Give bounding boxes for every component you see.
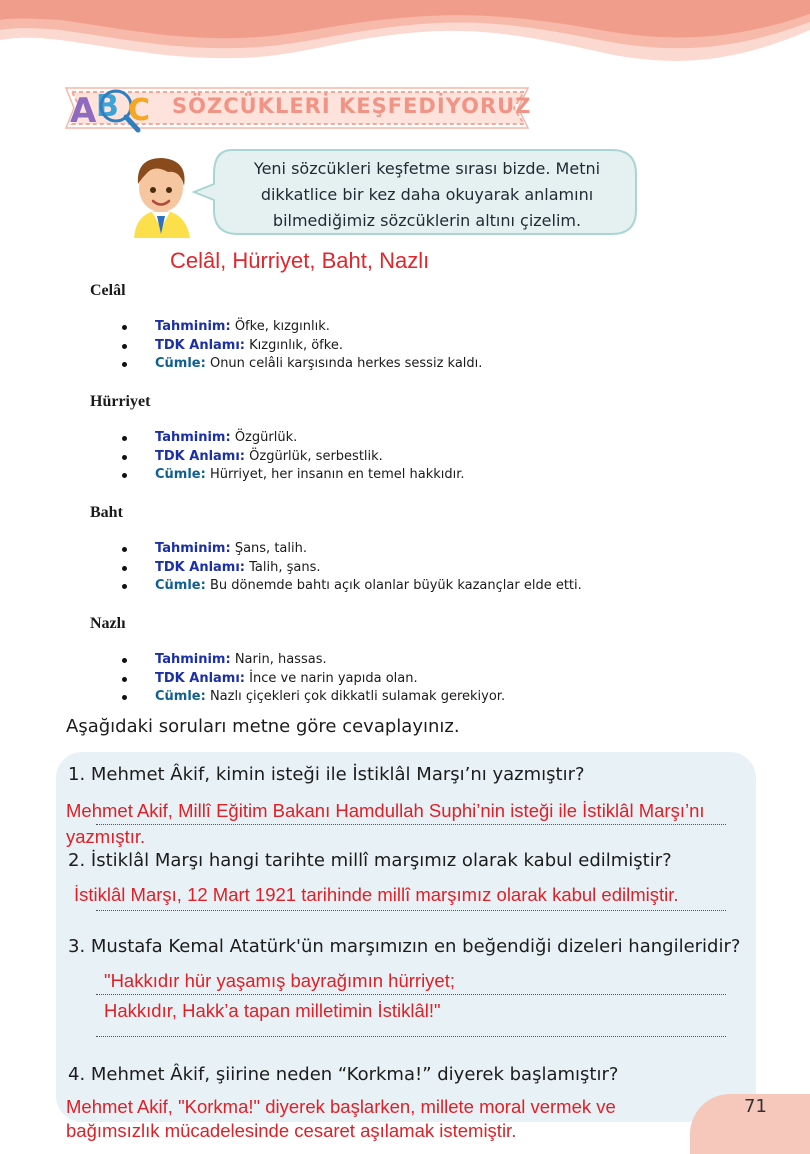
guess-item: [120, 651, 505, 670]
sentence-value: Onun celâli karşısında herkes sessiz kaldı.: [205, 356, 483, 371]
guess-item: [120, 540, 582, 559]
guess-value: Narin, hassas.: [230, 652, 327, 667]
word-entry-celal: [120, 318, 482, 374]
tdk-label: TDK Anlamı:: [155, 670, 246, 686]
tdk-item: [120, 448, 465, 467]
answer-line: [96, 1036, 726, 1037]
tdk-value: Özgürlük, serbestlik.: [245, 448, 383, 464]
tdk-item: [120, 559, 582, 578]
sentence-value: Bu dönemde bahtı açık olanlar büyük kazançlar elde etti.: [205, 578, 582, 593]
guess-label: Tahminim:: [155, 652, 231, 667]
sentence-label: Cümle:: [155, 578, 206, 593]
answer-line: [96, 910, 726, 911]
guess-item: [120, 429, 465, 448]
guess-item: [120, 318, 482, 337]
tdk-value: İnce ve narin yapıda olan.: [245, 670, 418, 686]
sentence-item: [120, 688, 505, 707]
sentence-value: Hürriyet, her insanın en temel hakkıdır.: [205, 467, 465, 482]
speech-line: bilmediğimiz sözcüklerin altını çizelim.: [272, 211, 582, 230]
word-entry-nazli: [120, 651, 505, 707]
tdk-label: TDK Anlamı:: [155, 559, 246, 575]
guess-label: Tahminim:: [155, 319, 231, 334]
sentence-label: Cümle:: [155, 356, 206, 371]
tdk-value: Talih, şans.: [245, 559, 321, 575]
student-avatar-illustration: [124, 150, 199, 242]
question-3: 3. Mustafa Kemal Atatürk'ün marşımızın en beğendiği dizeleri hangileridir?: [68, 936, 741, 957]
instruction-text: Aşağıdaki soruları metne göre cevaplayınız.: [66, 716, 460, 737]
logo-letter-a: A: [70, 91, 97, 131]
word-entry-hurriyet: [120, 429, 465, 485]
sentence-label: Cümle:: [155, 689, 206, 704]
sentence-item: [120, 466, 465, 485]
answer-3-line-1: "Hakkıdır hür yaşamış bayrağımın hürriyet;: [104, 970, 455, 991]
sentence-item: [120, 355, 482, 374]
word-heading-baht: Baht: [90, 504, 123, 521]
word-heading-celal: Celâl: [90, 282, 126, 299]
abc-logo: [66, 76, 156, 136]
sentence-label: Cümle:: [155, 467, 206, 482]
speech-line: dikkatlice bir kez daha okuyarak anlamını: [260, 185, 594, 204]
speech-bubble-text: [232, 156, 622, 234]
speech-line: Yeni sözcükleri keşfetme sırası bizde. Metni: [253, 159, 601, 178]
section-title: SÖZCÜKLERİ KEŞFEDİYORUZ: [172, 94, 532, 118]
guess-value: Özgürlük.: [230, 430, 298, 445]
answer-1-line-1: Mehmet Akif, Millî Eğitim Bakanı Hamdullah Suphi’nin isteği ile İstiklâl Marşı’nı: [66, 800, 705, 821]
page-number: 71: [744, 1096, 767, 1117]
logo-letter-c: C: [128, 93, 151, 128]
answer-4-line-2: bağımsızlık mücadelesinde cesaret aşılamak istemiştir.: [66, 1120, 517, 1141]
tdk-item: [120, 337, 482, 356]
guess-value: Öfke, kızgınlık.: [230, 319, 330, 334]
word-heading-hurriyet: Hürriyet: [90, 393, 151, 410]
word-heading-nazli: Nazlı: [90, 615, 126, 632]
answer-1-line-2: yazmıştır.: [66, 826, 146, 847]
answer-4-line-1: Mehmet Akif, "Korkma!" diyerek başlarken, millete moral vermek ve: [66, 1096, 616, 1117]
tdk-item: [120, 670, 505, 689]
handwritten-word-list: Celâl, Hürriyet, Baht, Nazlı: [170, 248, 430, 273]
word-entry-baht: [120, 540, 582, 596]
answer-2: İstiklâl Marşı, 12 Mart 1921 tarihinde millî marşımız olarak kabul edilmiştir.: [74, 884, 679, 905]
question-1: 1. Mehmet Âkif, kimin isteği ile İstiklâl Marşı’nı yazmıştır?: [68, 764, 585, 785]
question-2: 2. İstiklâl Marşı hangi tarihte millî marşımız olarak kabul edilmiştir?: [68, 850, 672, 871]
tdk-label: TDK Anlamı:: [155, 337, 246, 353]
guess-value: Şans, talih.: [230, 541, 307, 556]
answer-3-line-2: Hakkıdır, Hakk’a tapan milletimin İstiklâl!": [104, 1000, 441, 1021]
answer-line: [96, 994, 726, 995]
sentence-item: [120, 577, 582, 596]
answer-line: [96, 824, 726, 825]
guess-label: Tahminim:: [155, 541, 231, 556]
logo-letter-b: B: [96, 89, 119, 124]
tdk-label: TDK Anlamı:: [155, 448, 246, 464]
header-wave: [0, 0, 810, 80]
tdk-value: Kızgınlık, öfke.: [245, 337, 343, 353]
sentence-value: Nazlı çiçekleri çok dikkatli sulamak gerekiyor.: [205, 689, 506, 704]
question-4: 4. Mehmet Âkif, şiirine neden “Korkma!” diyerek başlamıştır?: [68, 1064, 619, 1085]
guess-label: Tahminim:: [155, 430, 231, 445]
